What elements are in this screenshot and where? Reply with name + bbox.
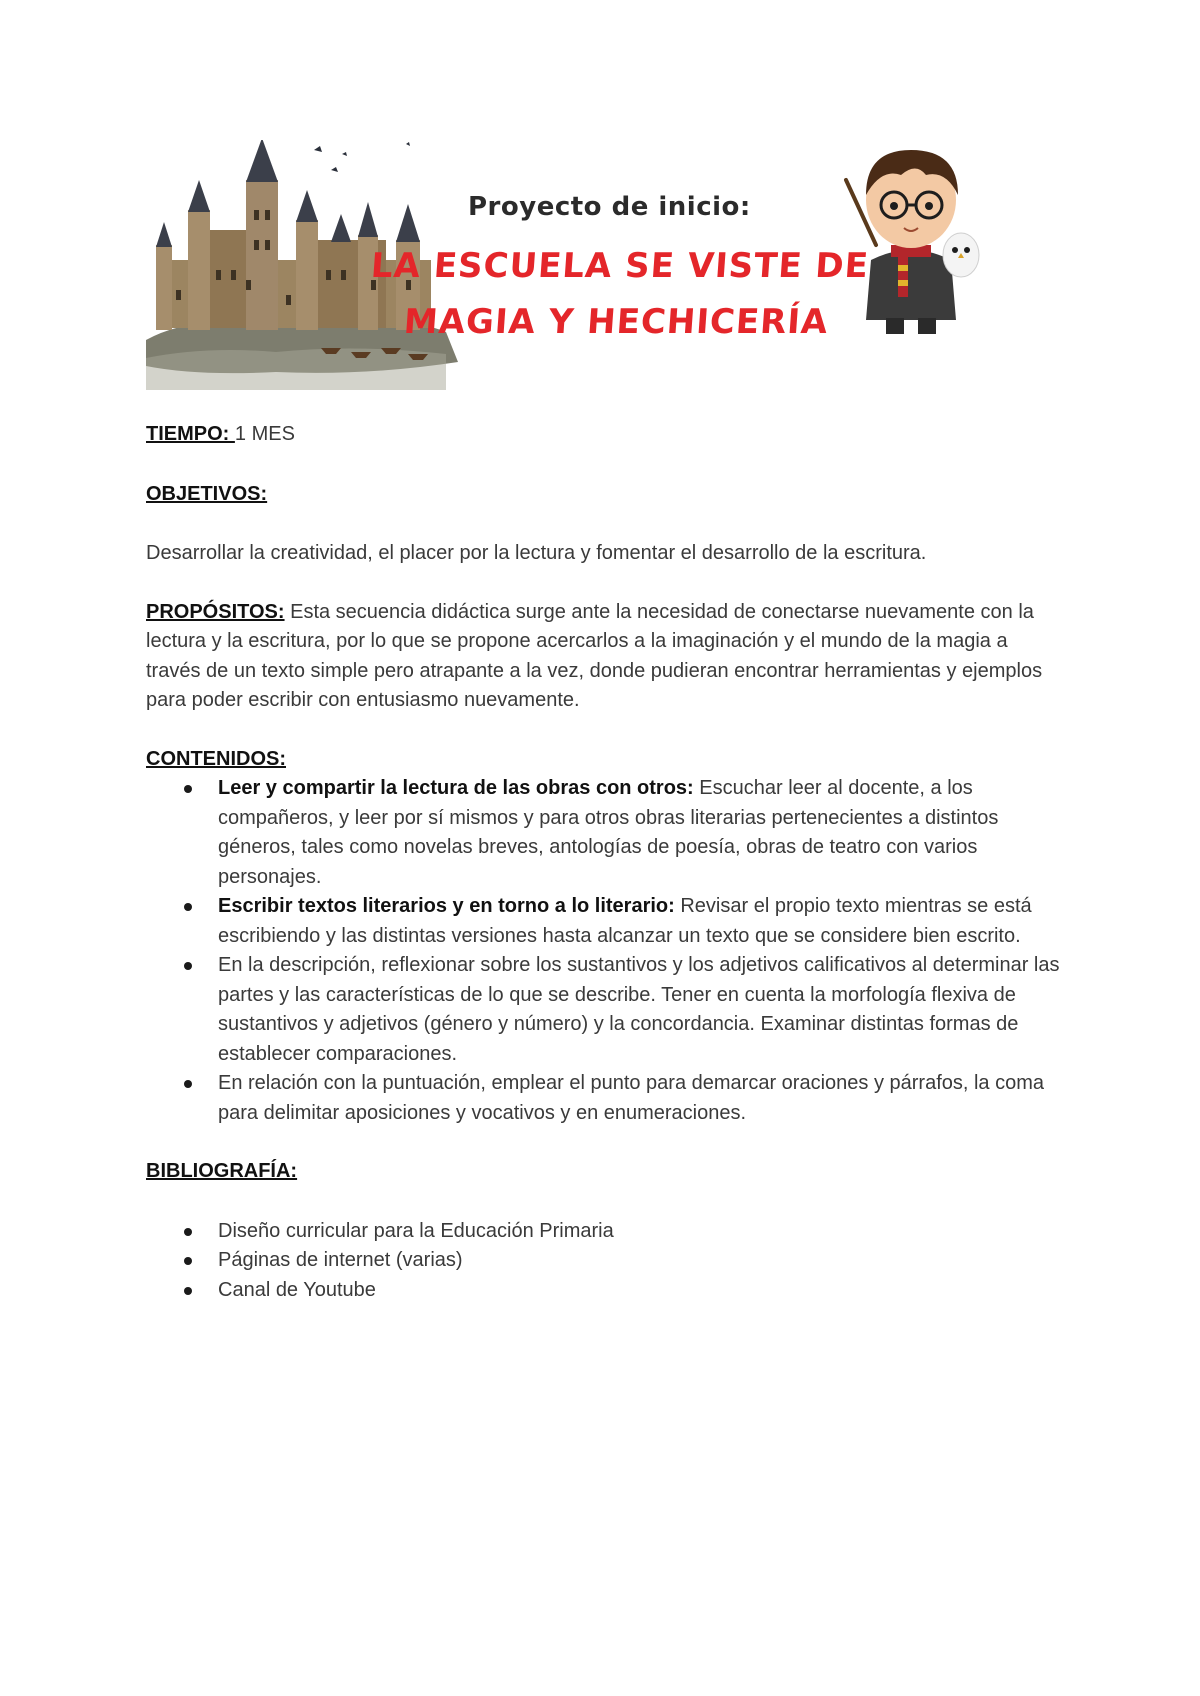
propositos-label: PROPÓSITOS: [146,600,285,623]
list-item [146,1069,1066,1128]
list-item [146,892,1066,951]
list-item [146,951,1066,1069]
list-item-text: Revisar el propio texto mientras se está escribiendo y las distintas versiones hasta alcanzar un texto que se considere bien escrito. [218,895,1032,947]
list-item: Páginas de internet (varias) [146,1246,1066,1276]
tiempo-value: 1 MES [234,423,295,445]
list-item-text: En la descripción, reflexionar sobre los sustantivos y los adjetivos calificativos al determinar las partes y las características de lo que se describe. Tener en cuenta la morfología flexiva de sustantivos y adjetivos (género y número) y la concordancia. Examinar distintas formas de establecer comparaciones. [218,954,1060,1065]
list-item-text: En relación con la puntuación, emplear el punto para demarcar oraciones y párrafos, la coma para delimitar aposiciones y vocativos y en enumeraciones. [218,1072,1045,1124]
list-item: Canal de Youtube [146,1276,1066,1306]
bibliografia-label: BIBLIOGRAFÍA: [146,1160,298,1182]
bibliografia-list [146,1217,1066,1306]
list-item-lead: Escribir textos literarios y en torno a lo literario: [218,895,675,917]
objetivos-heading [146,480,1066,510]
objetivos-text: Desarrollar la creatividad, el placer por la lectura y fomentar el desarrollo de la escritura. [146,542,927,564]
list-item-text: Escuchar leer al docente, a los compañeros, y leer por sí mismos y para otros obras literarias pertenecientes a distintos géneros, tales como novelas breves, antologías de poesía, obras de teatro con varios personajes. [218,777,999,888]
banner-title-line-1: LA ESCUELA SE VISTE DE [369,246,871,286]
list-item [146,774,1066,892]
banner-title [364,238,872,350]
list-item: Diseño curricular para la Educación Primaria [146,1217,1066,1247]
contenidos-heading [146,745,1066,775]
tiempo-label: TIEMPO: [146,423,235,445]
propositos-paragraph [146,598,1066,716]
contenidos-list [146,774,1066,1128]
objetivos-label: OBJETIVOS: [146,482,268,505]
propositos-text: Esta secuencia didáctica surge ante la necesidad de conectarse nuevamente con la lectura y la escritura, por lo que se propone acercarlos a la imaginación y el mundo de la magia a través de un texto simple pero atrapante a la vez, donde pudieran encontrar herramientas y ejemplos para poder escribir con entusiasmo nuevamente. [146,600,1043,711]
bibliografia-heading [146,1157,1066,1187]
tiempo-line [146,420,1066,450]
project-banner [146,140,986,390]
contenidos-label: CONTENIDOS: [146,747,286,770]
document-body [146,420,1066,1305]
banner-subtitle: Proyecto de inicio: [468,192,751,222]
list-item-lead: Leer y compartir la lectura de las obras con otros: [218,777,694,799]
banner-title-line-2: MAGIA Y HECHICERÍA [402,302,830,342]
wizard-character-illustration [836,140,986,340]
